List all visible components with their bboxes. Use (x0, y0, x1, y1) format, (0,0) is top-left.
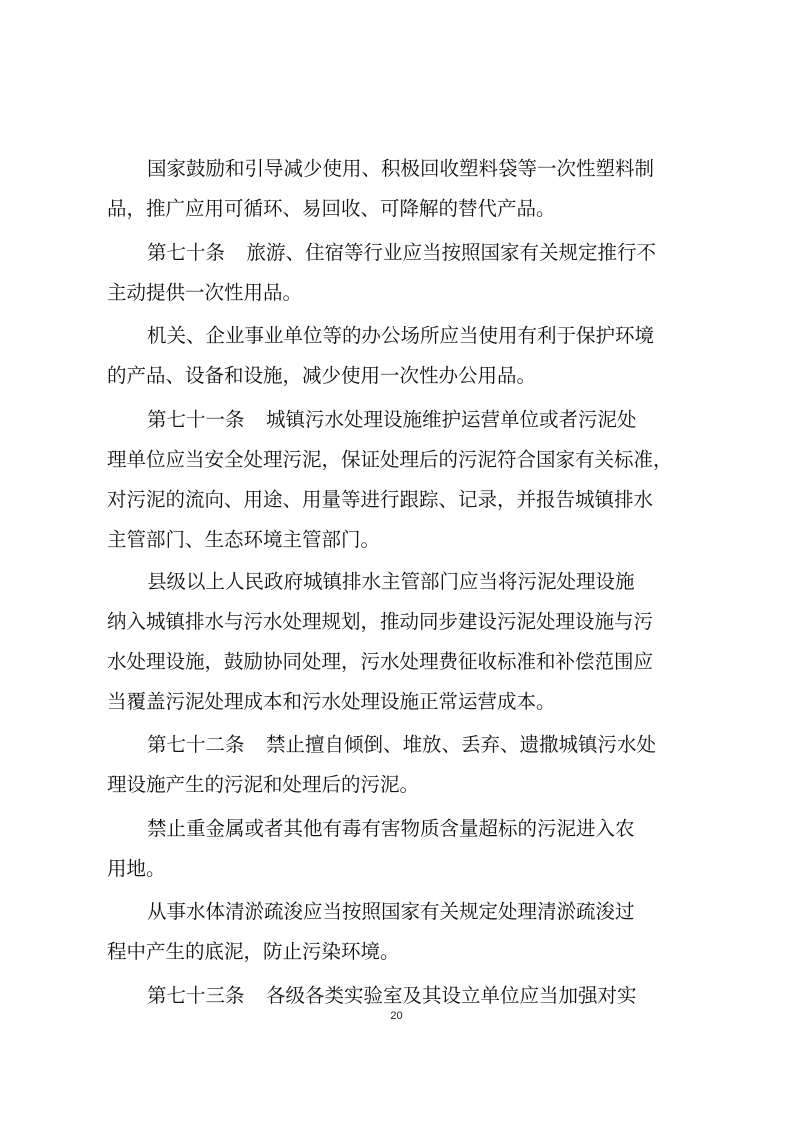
text-line (0, 525, 793, 555)
text-line (0, 405, 793, 435)
line-text: 旅游、住宿等行业应当按照国家有关规定推行不 (246, 241, 656, 264)
article-number: 第七十二条 (147, 733, 245, 756)
line-text: 品，推广应用可循环、易回收、可降解的替代产品。 (107, 197, 556, 220)
article-line (147, 238, 656, 268)
article-line (147, 981, 636, 1011)
article-line (147, 405, 636, 435)
text-line (0, 981, 793, 1011)
article-line (147, 730, 656, 760)
text-line (0, 361, 793, 391)
text-line (0, 154, 793, 184)
line-text: 对污泥的流向、用途、用量等进行跟踪、记录，并报告城镇排水 (107, 488, 654, 511)
text-line (0, 770, 793, 800)
text-line (0, 730, 793, 760)
line-text: 国家鼓励和引导减少使用、积极回收塑料袋等一次性塑料制 (147, 157, 655, 180)
line-text: 当覆盖污泥处理成本和污水处理设施正常运营成本。 (107, 690, 556, 713)
text-line (0, 238, 793, 268)
text-line (0, 445, 793, 475)
text-line (0, 647, 793, 677)
text-line (0, 854, 793, 884)
article-number: 第七十三条 (147, 984, 245, 1007)
line-text: 理设施产生的污泥和处理后的污泥。 (107, 773, 420, 796)
text-line (0, 897, 793, 927)
line-text: 主管部门、生态环境主管部门。 (107, 528, 381, 551)
line-text: 机关、企业事业单位等的办公场所应当使用有利于保护环境 (147, 324, 655, 347)
article-number: 第七十条 (147, 241, 226, 264)
line-text: 理单位应当安全处理污泥，保证处理后的污泥符合国家有关标准， (107, 448, 673, 471)
line-text: 从事水体清淤疏浚应当按照国家有关规定处理清淤疏浚过 (147, 900, 635, 923)
line-text: 纳入城镇排水与污水处理规划，推动同步建设污泥处理设施与污 (107, 610, 654, 633)
line-text: 的产品、设备和设施，减少使用一次性办公用品。 (107, 364, 537, 387)
line-text: 禁止重金属或者其他有毒有害物质含量超标的污泥进入农 (147, 817, 635, 840)
line-text: 主动提供一次性用品。 (107, 281, 303, 304)
line-text: 用地。 (107, 857, 166, 880)
text-line (0, 194, 793, 224)
page-number: 20 (390, 1010, 403, 1022)
line-text: 禁止擅自倾倒、堆放、丢弃、遗撒城镇污水处 (265, 733, 656, 756)
text-line (0, 567, 793, 597)
line-text: 程中产生的底泥，防止污染环境。 (107, 940, 400, 963)
line-text: 各级各类实验室及其设立单位应当加强对实 (265, 984, 637, 1007)
line-text: 县级以上人民政府城镇排水主管部门应当将污泥处理设施 (147, 570, 635, 593)
text-line (0, 607, 793, 637)
text-line (0, 687, 793, 717)
text-line (0, 814, 793, 844)
text-line (0, 485, 793, 515)
text-line (0, 321, 793, 351)
line-text: 城镇污水处理设施维护运营单位或者污泥处 (265, 408, 637, 431)
text-line (0, 937, 793, 967)
text-line (0, 278, 793, 308)
line-text: 水处理设施，鼓励协同处理，污水处理费征收标准和补偿范围应 (107, 650, 654, 673)
article-number: 第七十一条 (147, 408, 245, 431)
